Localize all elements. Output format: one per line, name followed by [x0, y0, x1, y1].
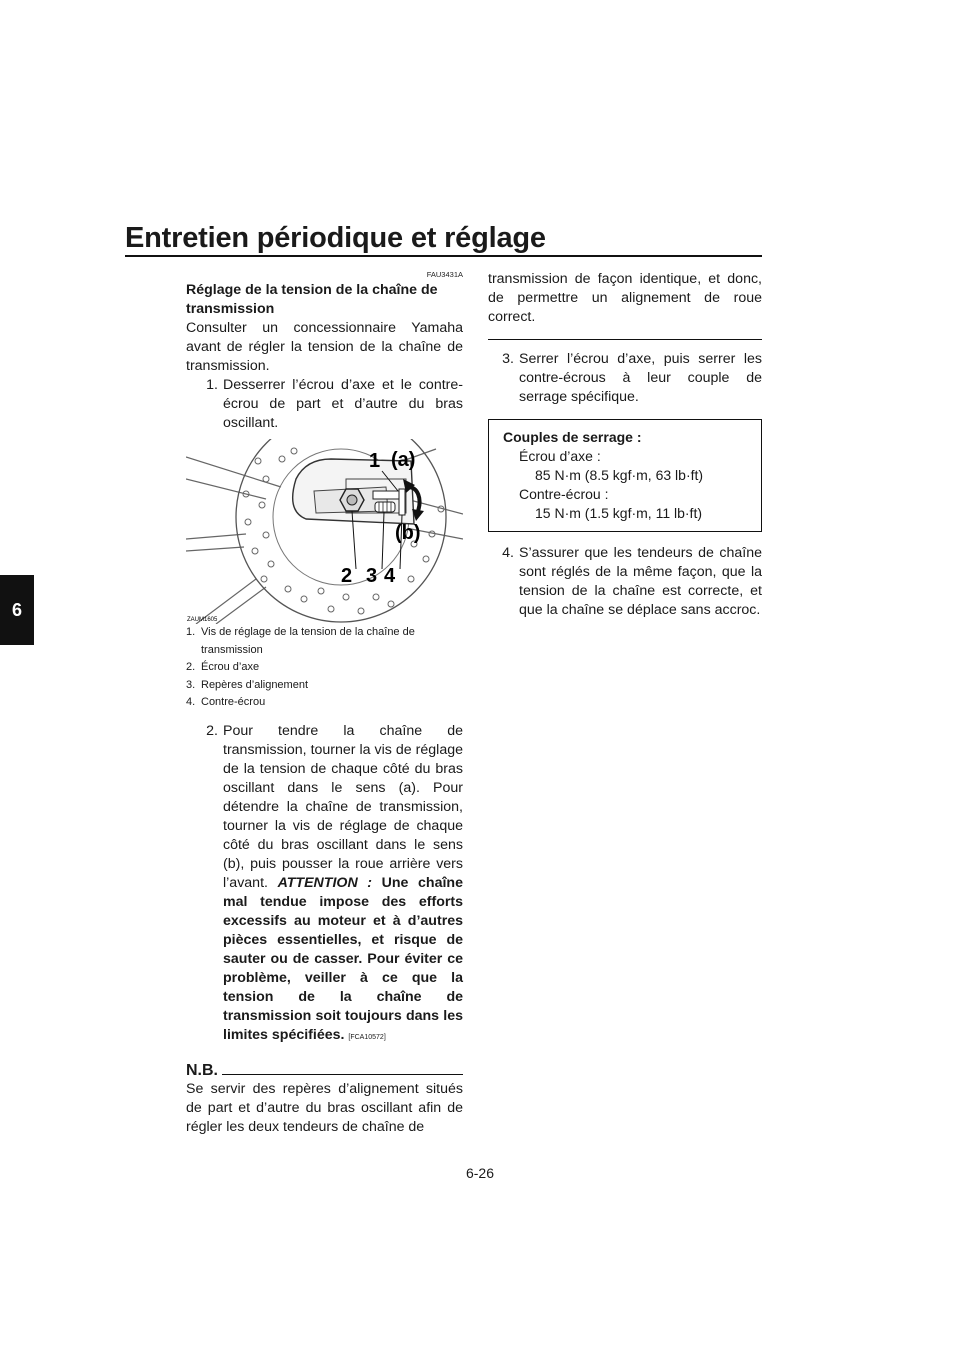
- note-end-rule: [488, 339, 762, 340]
- torque-title: Couples de serrage :: [503, 429, 642, 445]
- step-2: [186, 722, 463, 1047]
- page-number: 6-26: [465, 1165, 495, 1181]
- page-title: Entretien périodique et réglage: [125, 222, 546, 254]
- left-column: [186, 270, 463, 1137]
- section-heading: Réglage de la tension de la chaîne de transmission: [186, 282, 438, 317]
- torque-locknut-label: Contre-écrou :: [519, 486, 609, 502]
- caption-4: 4. Contre-écrou: [186, 696, 266, 708]
- step-2-number: 2.: [206, 722, 218, 739]
- section-code: FAU3431A: [426, 270, 463, 279]
- figure-code: ZAUM1605: [187, 617, 218, 623]
- attention-label: ATTENTION :: [277, 874, 373, 891]
- right-column: [488, 270, 762, 620]
- note-continued: transmission de façon identique, et donc, de permettre un alignement de roue correct.: [488, 271, 762, 325]
- step-2-text: [223, 722, 463, 1047]
- note-text: Se servir des repères d’alignement situés de part et d’autre du bras oscillant afin de régler les deux tendeurs de chaîne de: [186, 1080, 463, 1135]
- attention-code: [FCA10572]: [348, 1033, 386, 1041]
- callout-3: 3: [366, 565, 378, 587]
- torque-locknut-value: 15 N·m (1.5 kgf·m, 11 lb·ft): [535, 505, 703, 521]
- step-4-number: 4.: [502, 545, 514, 561]
- chain-adjuster-figure: [186, 439, 463, 624]
- step-3-text: Serrer l’écrou d’axe, puis serrer les contre-écrous à leur couple de serrage spécifique.: [519, 351, 762, 405]
- intro-paragraph: Consulter un concessionnaire Yamaha avant de régler la tension de la chaîne de transmission.: [186, 320, 463, 374]
- step-1-text: Desserrer l’écrou d’axe et le contre-écrou de part et d’autre du bras oscillant.: [223, 377, 463, 431]
- step-3-number: 3.: [502, 351, 514, 367]
- figure-captions: [186, 624, 463, 712]
- torque-box: [488, 419, 762, 532]
- attention-text: Une chaîne mal tendue impose des efforts excessifs au moteur et à d’autres pièces essentielles, et risque de sauter ou de casser. Pour éviter ce problème, veiller à ce que la tension de la chaîne de transmission soit toujours dans les limites spécifiées.: [223, 874, 463, 1043]
- torque-axle-value: 85 N·m (8.5 kgf·m, 63 lb·ft): [535, 467, 704, 483]
- caption-2: 2. Écrou d’axe: [186, 661, 260, 673]
- callout-1: 1: [369, 450, 381, 472]
- wheel-illustration: [186, 439, 463, 624]
- step-1: [186, 376, 463, 433]
- note-label: N.B.: [186, 1061, 218, 1079]
- torque-axle-label: Écrou d’axe :: [519, 448, 601, 464]
- callout-4: 4: [384, 565, 396, 587]
- note-rule: [222, 1074, 463, 1075]
- callout-2: 2: [341, 565, 353, 587]
- step-3: [488, 350, 762, 407]
- title-rule: [125, 255, 762, 257]
- caption-3: 3. Repères d’alignement: [186, 678, 309, 691]
- callout-a: (a): [391, 449, 416, 471]
- step-4-text: S’assurer que les tendeurs de chaîne sont réglés de la même façon, que la tension de la chaîne est correcte, et que la chaîne se déplace sans accroc.: [519, 545, 762, 618]
- step-2-body: Pour tendre la chaîne de transmission, tourner la vis de réglage de la tension de chaque côté du bras oscillant dans le sens (a). Pour détendre la chaîne de transmission, tourner la vis de réglage de chaque côté du bras oscillant dans le sens (b), puis pousser la roue arrière vers l’avant.: [223, 722, 463, 891]
- step-4: [488, 544, 762, 620]
- callout-b: (b): [395, 522, 421, 544]
- chapter-tab: 6: [0, 575, 34, 645]
- note-header: [186, 1061, 463, 1080]
- caption-1: 1. Vis de réglage de la tension de la chaîne de transmission: [186, 626, 415, 656]
- step-1-number: 1.: [206, 377, 218, 393]
